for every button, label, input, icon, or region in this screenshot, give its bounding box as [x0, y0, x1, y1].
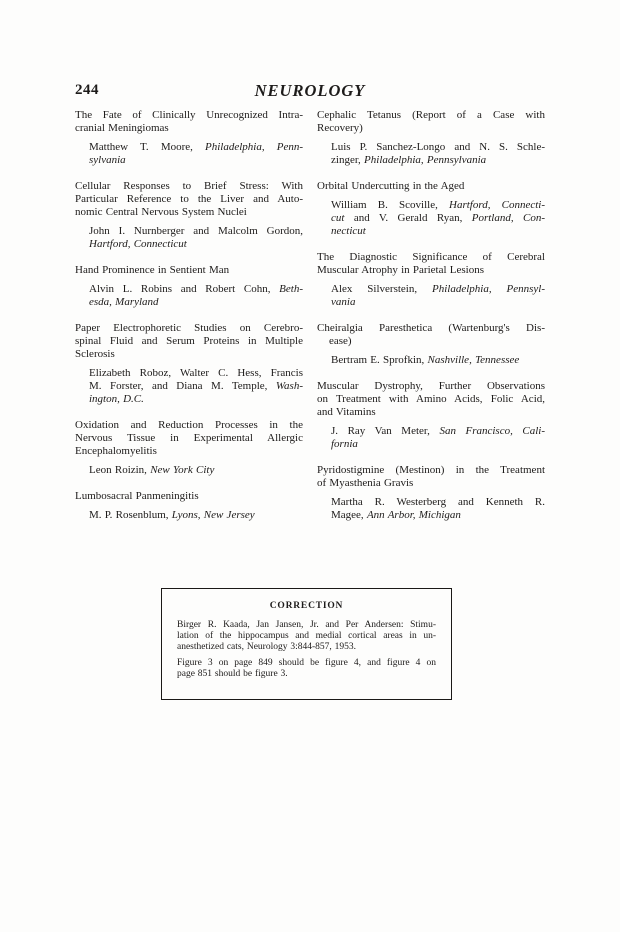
text-segment: of Myasthenia Gravis [317, 477, 414, 489]
text-segment: anesthetized cats, Neurology 3:844-857, 1953. [177, 642, 357, 652]
toc-entry [75, 109, 303, 167]
article-authors [89, 141, 303, 167]
text-segment: Alex Silverstein, [331, 283, 433, 295]
text-segment: Nervous Tissue in Experimental Allergic [75, 432, 303, 444]
article-authors [331, 354, 545, 367]
column-left [75, 109, 303, 535]
title-line [75, 432, 303, 445]
text-segment: Paper Electrophoretic Studies on Cerebro- [75, 322, 303, 334]
author-line [331, 283, 545, 296]
italic-text-segment: esda, Maryland [89, 296, 159, 308]
text-segment: Hand Prominence in Sentient Man [75, 264, 230, 276]
toc-entry [75, 264, 303, 309]
italic-text-segment: vania [331, 296, 356, 308]
correction-heading: CORRECTION [269, 601, 344, 611]
title-line [317, 109, 545, 122]
text-segment: Oxidation and Reduction Processes in the [75, 419, 303, 431]
italic-text-segment: Nashville, Tennessee [427, 354, 520, 366]
text-segment: Particular Reference to the Liver and Auto- [75, 193, 303, 205]
author-line [331, 438, 545, 451]
correction-box [161, 588, 452, 700]
italic-text-segment: Philadelphia, Pennsyl- [432, 283, 546, 295]
text-segment: Figure 3 on page 849 should be figure 4, and figure 4 on [177, 657, 436, 668]
text-segment: Martha R. Westerberg and Kenneth R. [331, 496, 545, 508]
italic-text-segment: Wash- [275, 380, 303, 392]
text-segment: and Vitamins [317, 406, 376, 418]
title-line [317, 251, 545, 264]
article-authors [89, 225, 303, 251]
title-line [75, 322, 303, 335]
text-segment: Birger R. Kaada, Jan Jansen, Jr. and Per Andersen: Stimu- [177, 620, 436, 630]
article-authors [89, 464, 303, 477]
text-segment: and V. Gerald Ryan, [344, 212, 472, 224]
correction-paragraph [177, 620, 436, 653]
article-title [75, 264, 303, 277]
italic-text-segment: necticut [331, 225, 366, 237]
text-segment: M. P. Rosenblum, [89, 509, 172, 521]
toc-entry [75, 490, 303, 522]
text-segment: Encephalomyelitis [75, 445, 157, 457]
article-authors [89, 367, 303, 406]
text-segment: Elizabeth Roboz, Walter C. Hess, Francis [89, 367, 303, 379]
italic-text-segment: Philadelphia, Penn- [205, 141, 304, 153]
article-authors [89, 283, 303, 309]
title-line [317, 264, 545, 277]
correction-line [177, 620, 436, 631]
title-line [317, 406, 545, 419]
text-segment: cranial Meningiomas [75, 122, 169, 134]
correction-body [177, 620, 436, 680]
text-segment: Cephalic Tetanus (Report of a Case with [317, 109, 545, 121]
toc-entry [317, 464, 545, 522]
italic-text-segment: Hartford, Connecticut [89, 238, 187, 250]
text-segment: Matthew T. Moore, [89, 141, 206, 153]
article-title [75, 322, 303, 361]
title-line [317, 464, 545, 477]
italic-text-segment: New York City [150, 464, 215, 476]
author-line [331, 154, 545, 167]
title-line [317, 335, 545, 348]
title-line [75, 193, 303, 206]
author-line [331, 425, 545, 438]
author-line [89, 393, 303, 406]
text-segment: M. Forster, and Diana M. Temple, [89, 380, 276, 392]
text-segment: The Diagnostic Significance of Cerebral [317, 251, 545, 263]
title-line [75, 109, 303, 122]
text-segment: nomic Central Nervous System Nuclei [75, 206, 247, 218]
correction-line [177, 631, 436, 642]
title-line [75, 180, 303, 193]
italic-text-segment: cut [331, 212, 345, 224]
correction-paragraph [177, 658, 436, 680]
article-authors [89, 509, 303, 522]
article-title [75, 490, 303, 503]
author-line [331, 509, 545, 522]
text-segment: zinger, [331, 154, 365, 166]
italic-text-segment: Ann Arbor, Michigan [366, 509, 461, 521]
author-line [89, 380, 303, 393]
text-segment: Recovery) [317, 122, 363, 134]
journal-title: NEUROLOGY [254, 81, 366, 100]
text-segment: Muscular Atrophy in Parietal Lesions [317, 264, 484, 276]
toc-entry [75, 180, 303, 251]
article-authors [331, 496, 545, 522]
article-title [317, 180, 545, 193]
toc-entry [75, 419, 303, 477]
text-segment: Alvin L. Robins and Robert Cohn, [89, 283, 280, 295]
correction-line [177, 642, 436, 653]
correction-line [177, 658, 436, 669]
text-segment: John I. Nurnberger and Malcolm Gordon, [89, 225, 303, 237]
article-title [317, 109, 545, 135]
author-line [331, 296, 545, 309]
text-segment: The Fate of Clinically Unrecognized Intra- [75, 109, 303, 121]
text-segment: Sclerosis [75, 348, 115, 360]
article-title [317, 251, 545, 277]
italic-text-segment: Hartford, Connecti- [449, 199, 546, 211]
article-title [75, 180, 303, 219]
toc-entry [317, 180, 545, 238]
title-line [317, 380, 545, 393]
text-segment: spinal Fluid and Serum Proteins in Multiple [75, 335, 303, 347]
toc-entry [317, 109, 545, 167]
author-line [89, 367, 303, 380]
author-line [89, 296, 303, 309]
article-title [317, 322, 545, 348]
title-line [75, 122, 303, 135]
text-segment: page 851 should be figure 3. [177, 668, 288, 679]
author-line [89, 509, 303, 522]
title-line [317, 122, 545, 135]
text-segment: ease) [329, 335, 352, 347]
italic-text-segment: Beth- [279, 283, 303, 295]
italic-text-segment: fornia [331, 438, 358, 450]
text-segment: Orbital Undercutting in the Aged [317, 180, 465, 192]
title-line [75, 264, 303, 277]
title-line [317, 477, 545, 490]
italic-text-segment: Portland, Con- [471, 212, 545, 224]
italic-text-segment: Philadelphia, Pennsylvania [364, 154, 487, 166]
italic-text-segment: sylvania [89, 154, 126, 166]
title-line [75, 335, 303, 348]
article-title [317, 464, 545, 490]
title-line [75, 206, 303, 219]
text-segment: Cellular Responses to Brief Stress: With [75, 180, 303, 192]
text-segment: Bertram E. Sprofkin, [331, 354, 428, 366]
italic-text-segment: Lyons, New Jersey [171, 509, 255, 521]
author-line [89, 464, 303, 477]
title-line [75, 445, 303, 458]
author-line [331, 354, 545, 367]
text-segment: Luis P. Sanchez-Longo and N. S. Schle- [331, 141, 545, 153]
author-line [331, 212, 545, 225]
article-authors [331, 199, 545, 238]
text-segment: lation of the hippocampus and medial cortical areas in un- [177, 631, 436, 641]
text-segment: Lumbosacral Panmeningitis [75, 490, 199, 502]
title-line [75, 348, 303, 361]
correction-line [177, 669, 436, 680]
author-line [331, 225, 545, 238]
title-line [317, 393, 545, 406]
author-line [89, 283, 303, 296]
italic-text-segment: ington, D.C. [89, 393, 144, 405]
text-segment: on Treatment with Amino Acids, Folic Acid, [317, 393, 545, 405]
page-number: 244 [75, 82, 99, 98]
title-line [317, 180, 545, 193]
title-line [75, 490, 303, 503]
page-header [75, 81, 545, 101]
article-title [317, 380, 545, 419]
article-title [75, 419, 303, 458]
text-segment: J. Ray Van Meter, [331, 425, 440, 437]
article-authors [331, 283, 545, 309]
author-line [89, 238, 303, 251]
text-segment: Pyridostigmine (Mestinon) in the Treatment [317, 464, 545, 476]
text-segment: Muscular Dystrophy, Further Observations [317, 380, 545, 392]
author-line [331, 496, 545, 509]
toc-entry [317, 251, 545, 309]
author-line [331, 199, 545, 212]
italic-text-segment: San Francisco, Cali- [439, 425, 546, 437]
article-authors [331, 141, 545, 167]
author-line [331, 141, 545, 154]
author-line [89, 225, 303, 238]
toc-entry [75, 322, 303, 406]
author-line [89, 154, 303, 167]
article-authors [331, 425, 545, 451]
toc-entry [317, 322, 545, 367]
author-line [89, 141, 303, 154]
text-segment: Leon Roizin, [89, 464, 151, 476]
title-line [75, 419, 303, 432]
article-title [75, 109, 303, 135]
toc-entry [317, 380, 545, 451]
text-segment: Magee, [331, 509, 367, 521]
text-segment: Cheiralgia Paresthetica (Wartenburg's Dis- [317, 322, 545, 334]
text-segment: William B. Scoville, [331, 199, 449, 211]
column-right [317, 109, 545, 535]
title-line [317, 322, 545, 335]
